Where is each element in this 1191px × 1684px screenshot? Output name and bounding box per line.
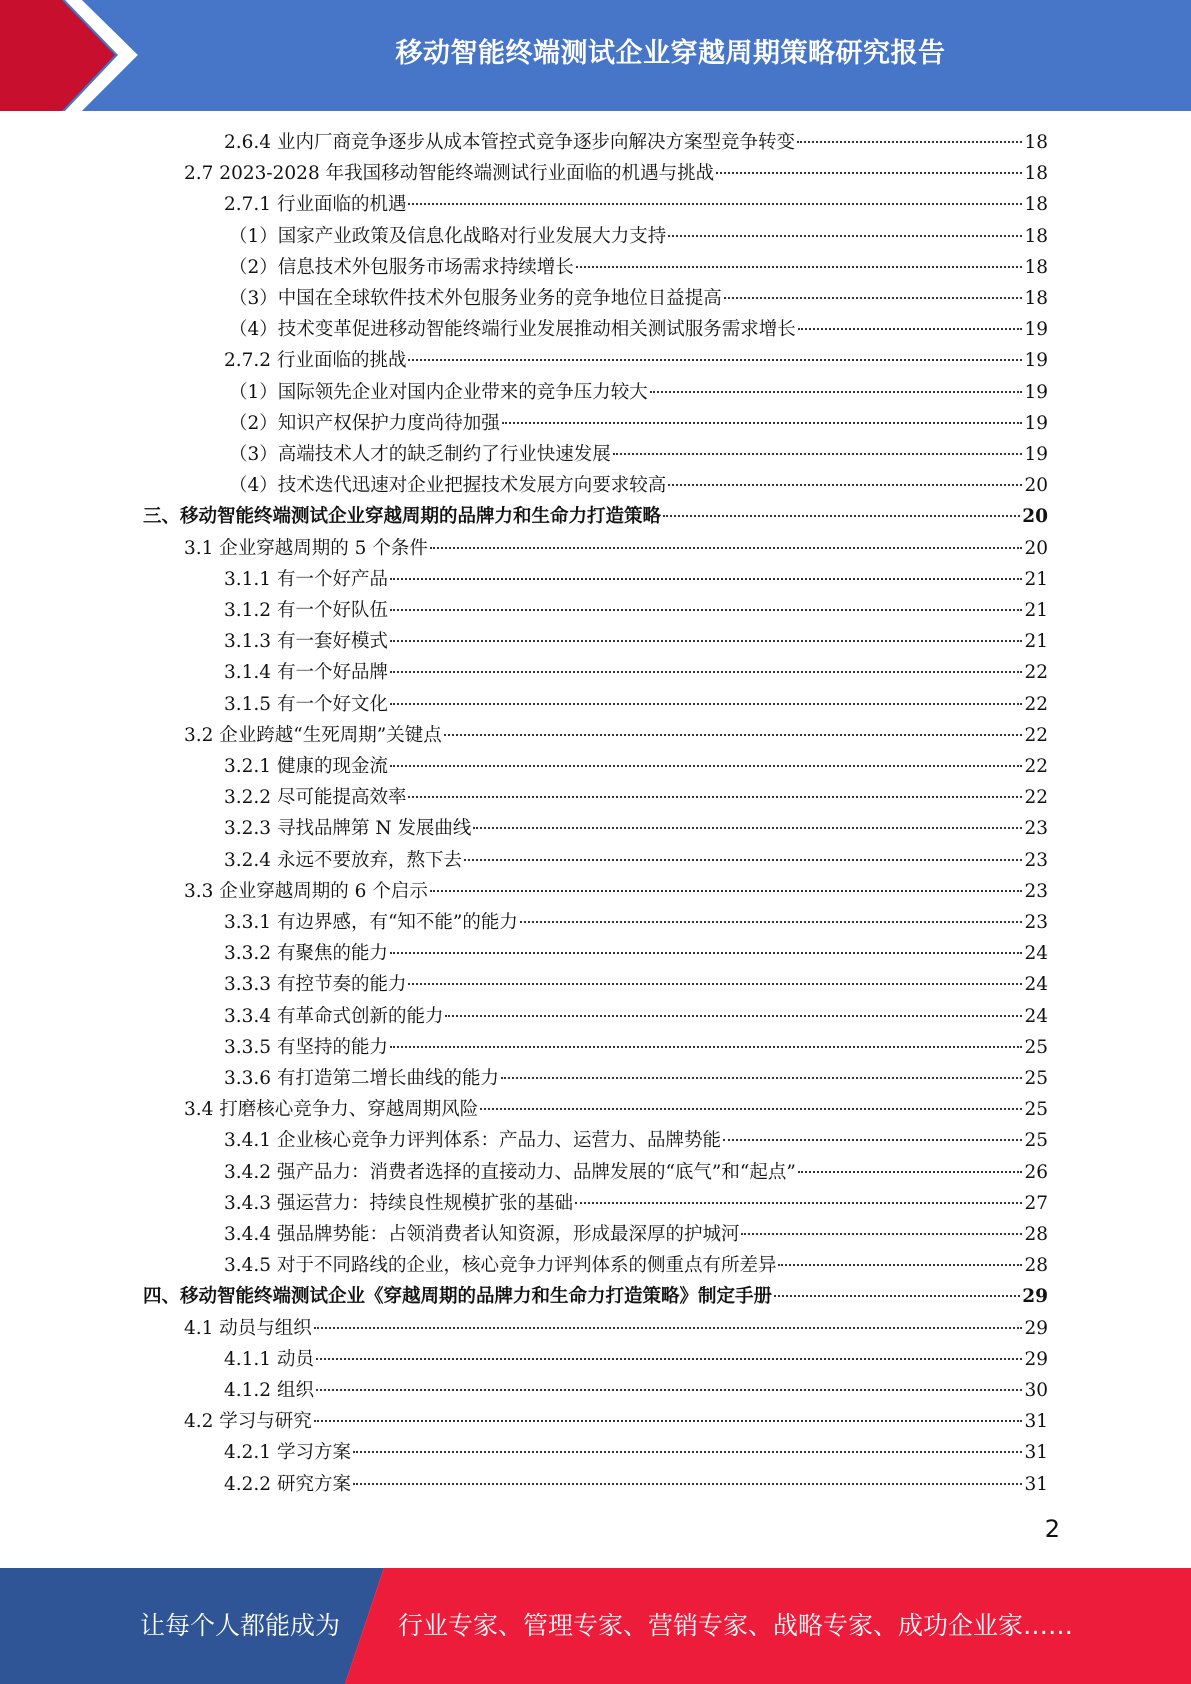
dot-leader: [501, 1076, 1022, 1079]
toc-entry-title: 3.3.6 有打造第二增长曲线的能力: [224, 1068, 499, 1089]
toc-entry-title: （3）高端技术人才的缺乏制约了行业快速发展: [229, 444, 611, 465]
page-title: 移动智能终端测试企业穿越周期策略研究报告: [395, 37, 946, 69]
toc-entry-page: 19: [1024, 319, 1048, 341]
dot-leader: [724, 296, 1023, 299]
dot-leader: [716, 171, 1022, 174]
toc-entry-title: 3.1.2 有一个好队伍: [224, 600, 388, 621]
toc-entry-page: 29: [1024, 1317, 1048, 1339]
toc-entry-title: 4.2 学习与研究: [184, 1411, 312, 1433]
footer-slogan-right: 行业专家、管理专家、营销专家、战略专家、成功企业家……: [398, 1611, 1074, 1640]
toc-entry-page: 24: [1024, 974, 1048, 996]
dot-leader: [316, 1357, 1023, 1360]
dot-leader: [473, 826, 1022, 829]
toc-entry-page: 21: [1024, 568, 1048, 590]
toc-entry-title: （4）技术变革促进移动智能终端行业发展推动相关测试服务需求增长: [229, 319, 796, 341]
toc-entry[interactable]: [143, 501, 1048, 532]
dot-leader: [723, 1138, 1022, 1141]
toc-entry[interactable]: [224, 189, 1048, 220]
dot-leader: [650, 390, 1023, 393]
toc-entry[interactable]: [224, 345, 1048, 376]
toc-entry-page: 31: [1024, 1411, 1048, 1433]
dot-leader: [797, 140, 1022, 143]
toc-entry[interactable]: [229, 408, 1048, 439]
toc-entry-page: 22: [1024, 787, 1048, 809]
dot-leader: [314, 1326, 1023, 1329]
toc-entry[interactable]: [224, 1437, 1048, 1468]
toc-entry-page: 19: [1024, 381, 1048, 403]
toc-entry-title: 3.2.2 尽可能提高效率: [224, 787, 407, 809]
toc-entry-page: 19: [1024, 444, 1048, 465]
dot-leader: [353, 1482, 1023, 1485]
toc-entry[interactable]: [224, 813, 1048, 844]
toc-entry-title: 2.7.2 行业面临的挑战: [224, 350, 407, 372]
toc-entry-page: 21: [1024, 631, 1048, 653]
toc-entry[interactable]: [224, 969, 1048, 1000]
toc-entry-page: 25: [1024, 1130, 1048, 1152]
toc-entry-title: 4.1 动员与组织: [184, 1317, 312, 1339]
toc-entry-title: 3.2 企业跨越“生死周期”关键点: [184, 724, 442, 746]
toc-entry-title: 3.4.3 强运营力：持续良性规模扩张的基础: [224, 1192, 573, 1214]
dot-leader: [390, 951, 1022, 954]
dot-leader: [798, 1170, 1023, 1173]
toc-entry-page: 22: [1024, 662, 1048, 684]
toc-entry-title: （2）信息技术外包服务市场需求持续增长: [229, 256, 574, 278]
header-banner: [0, 0, 1191, 111]
toc-entry-page: 31: [1024, 1473, 1048, 1495]
toc-entry-title: 3.3.2 有聚焦的能力: [224, 943, 388, 965]
dot-leader: [430, 546, 1023, 549]
dot-leader: [314, 1419, 1023, 1422]
toc-entry[interactable]: [184, 876, 1048, 907]
dot-leader: [668, 483, 1022, 486]
toc-entry[interactable]: [224, 595, 1048, 626]
toc-entry-page: 31: [1024, 1442, 1048, 1464]
dot-leader: [390, 764, 1022, 767]
toc-entry[interactable]: [224, 1032, 1048, 1063]
toc-entry-page: 30: [1024, 1380, 1048, 1401]
toc-entry-title: 3.1.1 有一个好产品: [224, 568, 388, 590]
toc-entry-page: 21: [1024, 600, 1048, 621]
toc-entry[interactable]: [184, 158, 1048, 189]
toc-entry[interactable]: [229, 314, 1048, 345]
dot-leader: [444, 733, 1023, 736]
toc-entry-title: 3.2.3 寻找品牌第 N 发展曲线: [224, 818, 472, 840]
toc-entry-title: 3.4 打磨核心竞争力、穿越周期风险: [184, 1099, 479, 1121]
toc-entry-page: 24: [1024, 1005, 1048, 1027]
dot-leader: [575, 1201, 1022, 1204]
toc-entry[interactable]: [224, 1188, 1048, 1219]
dot-leader: [390, 639, 1022, 642]
toc-entry-title: 3.1 企业穿越周期的 5 个条件: [184, 537, 428, 559]
toc-entry-title: 3.3.1 有边界感，有“知不能”的能力: [224, 912, 518, 933]
toc-entry-title: 3.3 企业穿越周期的 6 个启示: [184, 880, 428, 902]
toc-entry[interactable]: [224, 1063, 1048, 1094]
toc-entry[interactable]: [143, 1281, 1048, 1312]
toc-entry-title: 3.2.1 健康的现金流: [224, 756, 388, 777]
dot-leader: [430, 889, 1023, 892]
toc-entry-page: 29: [1024, 1348, 1048, 1370]
toc-entry-title: 3.4.1 企业核心竞争力评判体系：产品力、运营力、品牌势能: [224, 1130, 721, 1152]
dot-leader: [741, 1232, 1022, 1235]
toc-entry-page: 22: [1024, 724, 1048, 746]
dot-leader: [445, 1014, 1022, 1017]
toc-entry-page: 18: [1024, 225, 1048, 247]
toc-entry-title: 3.1.5 有一个好文化: [224, 693, 388, 715]
footer-banner: [0, 1568, 1191, 1684]
toc-entry[interactable]: [229, 377, 1048, 408]
toc-entry[interactable]: [229, 221, 1048, 252]
toc-entry[interactable]: [224, 127, 1048, 158]
dot-leader: [663, 514, 1020, 517]
toc-entry[interactable]: [224, 657, 1048, 688]
toc-entry[interactable]: [224, 907, 1048, 938]
toc-entry-title: （2）知识产权保护力度尚待加强: [229, 412, 500, 434]
toc-entry-page: 26: [1024, 1161, 1048, 1183]
dot-leader: [502, 421, 1023, 424]
toc-entry-page: 18: [1024, 194, 1048, 216]
toc-entry-page: 19: [1024, 350, 1048, 372]
toc-entry-page: 23: [1024, 849, 1048, 871]
dot-leader: [778, 1263, 1022, 1266]
toc-entry-title: 4.2.1 学习方案: [224, 1442, 351, 1464]
toc-entry-page: 24: [1024, 943, 1048, 965]
dot-leader: [613, 452, 1023, 455]
toc-entry-title: 2.7.1 行业面临的机遇: [224, 194, 407, 216]
toc-entry[interactable]: [224, 626, 1048, 657]
dot-leader: [316, 1388, 1023, 1391]
dot-leader: [390, 608, 1022, 611]
dot-leader: [668, 234, 1022, 237]
toc-entry-page: 23: [1024, 880, 1048, 902]
dot-leader: [353, 1450, 1023, 1453]
dot-leader: [390, 1045, 1022, 1048]
toc-entry[interactable]: [184, 1313, 1048, 1344]
toc-entry[interactable]: [229, 283, 1048, 314]
toc-entry-title: 2.7 2023-2028 年我国移动智能终端测试行业面临的机遇与挑战: [184, 163, 715, 185]
dot-leader: [408, 795, 1022, 798]
toc-entry-page: 22: [1024, 756, 1048, 777]
toc-entry[interactable]: [224, 1219, 1048, 1250]
toc-entry-title: （1）国际领先企业对国内企业带来的竞争压力较大: [229, 381, 648, 403]
toc-entry-page: 29: [1022, 1286, 1048, 1308]
toc-entry-title: 3.3.5 有坚持的能力: [224, 1036, 388, 1058]
toc-entry-title: 4.1.1 动员: [224, 1348, 314, 1370]
toc-entry-title: （3）中国在全球软件技术外包服务业务的竞争地位日益提高: [229, 288, 722, 309]
toc-entry-page: 20: [1022, 506, 1048, 528]
toc-entry-title: 4.2.2 研究方案: [224, 1473, 351, 1495]
toc-entry[interactable]: [224, 751, 1048, 782]
toc-entry-title: 3.4.2 强产品力：消费者选择的直接动力、品牌发展的“底气”和“起点”: [224, 1161, 796, 1183]
toc-entry-title: 3.1.4 有一个好品牌: [224, 662, 388, 684]
toc-entry[interactable]: [229, 439, 1048, 470]
toc-entry[interactable]: [229, 252, 1048, 283]
dot-leader: [576, 265, 1023, 268]
toc-entry[interactable]: [224, 1001, 1048, 1032]
toc-entry-page: 28: [1024, 1224, 1048, 1245]
toc-entry[interactable]: [224, 845, 1048, 876]
dot-leader: [464, 858, 1022, 861]
toc-entry-page: 20: [1024, 537, 1048, 559]
toc-entry-title: 三、移动智能终端测试企业穿越周期的品牌力和生命力打造策略: [143, 506, 662, 528]
toc-entry-page: 18: [1024, 256, 1048, 278]
toc-entry[interactable]: [224, 1250, 1048, 1281]
toc-entry-title: （1）国家产业政策及信息化战略对行业发展大力支持: [229, 225, 667, 247]
page-number: 2: [1044, 1515, 1060, 1543]
toc-entry-title: 3.4.4 强品牌势能：占领消费者认知资源，形成最深厚的护城河: [224, 1224, 740, 1245]
toc-entry-title: 四、移动智能终端测试企业《穿越周期的品牌力和生命力打造策略》制定手册: [143, 1286, 773, 1308]
toc-entry[interactable]: [224, 1125, 1048, 1156]
toc-entry-page: 23: [1024, 912, 1048, 933]
toc-entry[interactable]: [229, 470, 1048, 501]
toc-entry[interactable]: [224, 782, 1048, 813]
toc-entry-page: 25: [1024, 1099, 1048, 1121]
toc-entry[interactable]: [224, 1157, 1048, 1188]
toc-entry-page: 28: [1024, 1255, 1048, 1277]
toc-entry[interactable]: [184, 533, 1048, 564]
toc-entry[interactable]: [224, 564, 1048, 595]
toc-entry-page: 18: [1024, 132, 1048, 153]
toc-entry-page: 23: [1024, 818, 1048, 840]
toc-entry-page: 20: [1024, 475, 1048, 497]
toc-entry-title: 3.2.4 永远不要放弃，熬下去: [224, 849, 462, 871]
dot-leader: [390, 670, 1022, 673]
dot-leader: [408, 982, 1022, 985]
dot-leader: [774, 1294, 1020, 1297]
toc-entry-page: 25: [1024, 1068, 1048, 1089]
toc-entry[interactable]: [224, 1375, 1048, 1406]
toc-entry[interactable]: [224, 1344, 1048, 1375]
toc-entry-title: 3.3.3 有控节奏的能力: [224, 974, 407, 996]
toc-entry[interactable]: [224, 689, 1048, 720]
toc-entry-title: （4）技术迭代迅速对企业把握技术发展方向要求较高: [229, 475, 667, 497]
toc-entry-page: 18: [1024, 288, 1048, 309]
toc-entry-page: 25: [1024, 1036, 1048, 1058]
arrow-logo-icon: [0, 0, 150, 111]
dot-leader: [520, 920, 1023, 923]
toc-entry-title: 3.3.4 有革命式创新的能力: [224, 1005, 444, 1027]
toc-entry[interactable]: [224, 1469, 1048, 1500]
toc-entry[interactable]: [184, 720, 1048, 751]
dot-leader: [390, 577, 1022, 580]
dot-leader: [798, 327, 1023, 330]
dot-leader: [408, 358, 1022, 361]
dot-leader: [480, 1107, 1022, 1110]
footer-slogan-left: 让每个人都能成为: [140, 1611, 341, 1640]
toc-entry[interactable]: [184, 1406, 1048, 1437]
dot-leader: [408, 202, 1022, 205]
toc-entry-title: 3.1.3 有一套好模式: [224, 631, 388, 653]
toc-entry-title: 3.4.5 对于不同路线的企业，核心竞争力评判体系的侧重点有所差异: [224, 1255, 777, 1277]
toc-entry-title: 2.6.4 业内厂商竞争逐步从成本管控式竞争逐步向解决方案型竞争转变: [224, 132, 795, 153]
toc-entry-page: 18: [1024, 163, 1048, 185]
toc-entry[interactable]: [184, 1094, 1048, 1125]
toc-entry-title: 4.1.2 组织: [224, 1380, 314, 1401]
dot-leader: [390, 702, 1022, 705]
toc-entry[interactable]: [224, 938, 1048, 969]
toc-entry-page: 27: [1024, 1192, 1048, 1214]
toc-entry-page: 19: [1024, 412, 1048, 434]
toc-entry-page: 22: [1024, 693, 1048, 715]
